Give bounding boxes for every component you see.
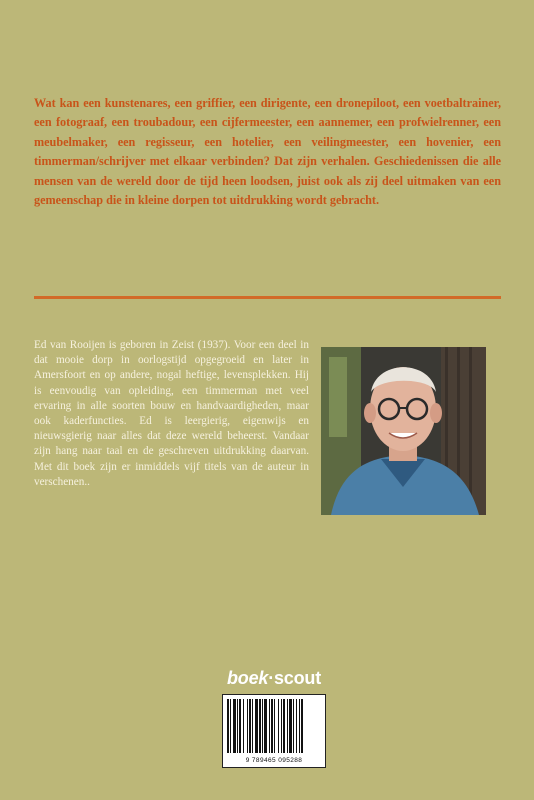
publisher-logo <box>222 668 326 689</box>
barcode-bar <box>289 699 292 753</box>
barcode-bar <box>243 699 244 753</box>
isbn-number: 9 789465 095288 <box>245 757 303 764</box>
barcode-bar <box>230 699 231 753</box>
barcode-bar <box>262 699 263 753</box>
barcode-bar <box>264 699 267 753</box>
barcode-bars <box>227 699 321 753</box>
barcode-bar <box>301 699 303 753</box>
author-portrait-illustration <box>321 347 486 515</box>
barcode-bar <box>239 699 241 753</box>
barcode-bar <box>271 699 273 753</box>
isbn-barcode <box>222 694 326 768</box>
publisher-logo-dot: · <box>268 668 274 688</box>
barcode-bar <box>283 699 285 753</box>
barcode-bar <box>296 699 297 753</box>
barcode-bar <box>247 699 248 753</box>
barcode-bar <box>237 699 238 753</box>
author-bio: Ed van Rooijen is geboren in Zeist (1937). Voor een deel in dat mooie dorp in oorlogstijd opgegroeid en later in Amersfoort en op andere, nogal heftige, levensplekken. Hij is eenvoudig van opleiding, een timmerman met veel ervaring in alle soorten bouw en handvaardigheden, maar ook kaderfuncties. Ed is leergierig, eigenwijs en nieuwsgierig naar alles dat deze wereld beheerst. Vandaar zijn hang naar taal en de geschreven uitdrukking daarvan. Met dit boek zijn er inmiddels vijf titels van de auteur in verschenen.. <box>34 339 309 488</box>
barcode-bar <box>274 699 275 753</box>
divider-rule <box>34 296 501 299</box>
publisher-logo-part1: boek <box>226 668 269 688</box>
barcode-bar <box>269 699 270 753</box>
publisher-logo-part2: scout <box>274 668 322 688</box>
barcode-bar <box>227 699 229 753</box>
author-photo <box>321 347 486 515</box>
barcode-bar <box>299 699 300 753</box>
barcode-bar <box>293 699 294 753</box>
barcode-bar <box>278 699 279 753</box>
barcode-bar <box>281 699 282 753</box>
barcode-bar <box>287 699 288 753</box>
barcode-bar <box>255 699 258 753</box>
barcode-bar <box>252 699 253 753</box>
barcode-bar <box>233 699 236 753</box>
barcode-bar <box>249 699 251 753</box>
barcode-bar <box>259 699 261 753</box>
back-cover-blurb: Wat kan een kunstenares, een griffier, een dirigente, een dronepiloot, een voetbaltrainer, een fotograaf, een troubadour, een cijfermeester, een aannemer, een profwielrenner, een meubelmaker, een regisseur, een hotelier, een veilingmeester, een hovenier, een timmerman/schrijver met elkaar verbinden? Dat zijn verhalen. Geschiedenissen die alle mensen van de wereld door de tijd heen loodsen, juist ook als zij deel uitmaken van een gemeenschap die in kleine dorpen tot uitdrukking wordt gebracht. <box>34 96 501 208</box>
